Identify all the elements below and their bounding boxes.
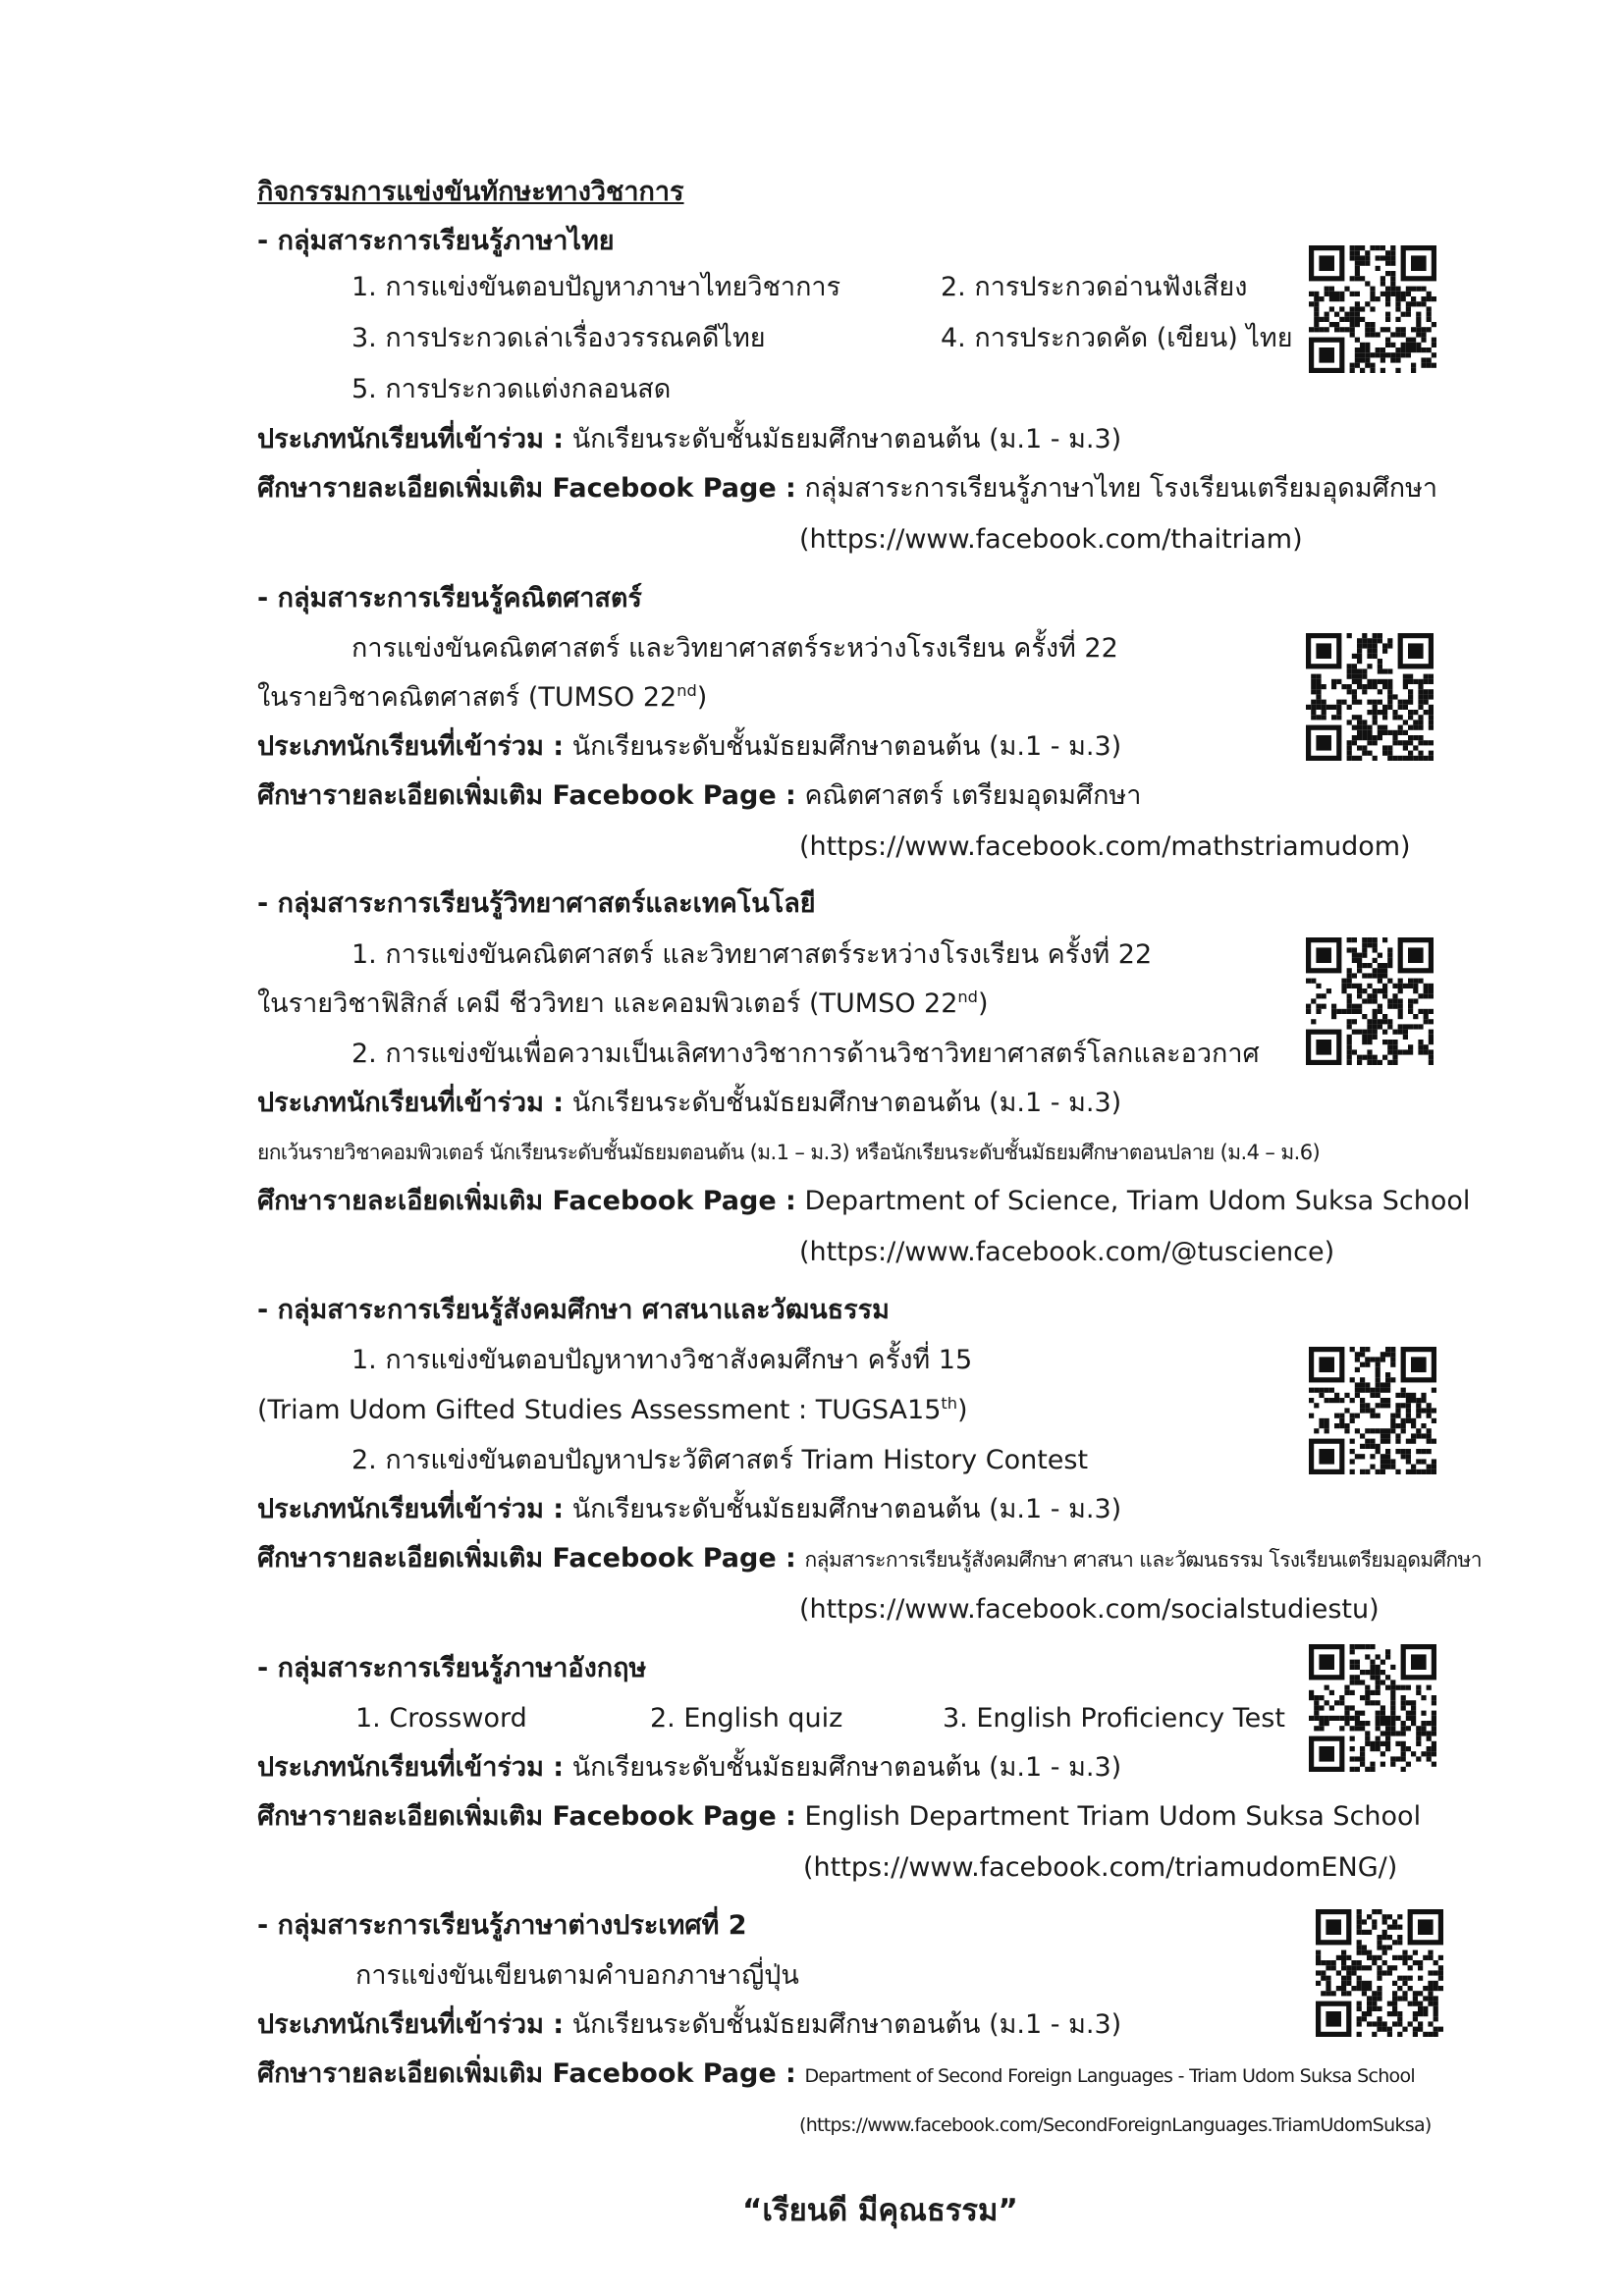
details-line (257, 1182, 1470, 1221)
details-label: ศึกษารายละเอียดเพิ่มเติม Facebook Page : (257, 1186, 796, 1216)
details-label: ศึกษารายละเอียดเพิ่มเติม Facebook Page : (257, 780, 796, 811)
list-item: 2. การประกวดอ่านฟังเสียง (941, 272, 1248, 302)
qr-code-icon[interactable] (1306, 633, 1434, 761)
list-item: 1. การแข่งขันตอบปัญหาภาษาไทยวิชาการ (352, 272, 841, 302)
participants-label: ประเภทนักเรียนที่เข้าร่วม : (257, 1494, 565, 1524)
details-label: ศึกษารายละเอียดเพิ่มเติม Facebook Page : (257, 473, 796, 504)
list-item: 3. English Proficiency Test (943, 1703, 1285, 1734)
exception-note: ยกเว้นรายวิชาคอมพิวเตอร์ นักเรียนระดับชั้นมัธยมตอนต้น (ม.1 – ม.3) หรือนักเรียนระดับชั้นมัธยมศึกษาตอนปลาย (ม.4 – ม.6) (257, 1141, 1321, 1164)
activity-line: การแข่งขันคณิตศาสตร์ และวิทยาศาสตร์ระหว่างโรงเรียน ครั้งที่ 22 (352, 633, 1118, 664)
details-label: ศึกษารายละเอียดเพิ่มเติม Facebook Page : (257, 2058, 796, 2089)
facebook-page-name: คณิตศาสตร์ เตรียมอุดมศึกษา (804, 780, 1142, 811)
list-item: 5. การประกวดแต่งกลอนสด (352, 374, 672, 404)
section-title-math: - กลุ่มสาระการเรียนรู้คณิตศาสตร์ (257, 583, 642, 614)
facebook-page-name: กลุ่มสาระการเรียนรู้ภาษาไทย โรงเรียนเตรียมอุดมศึกษา (804, 473, 1438, 504)
participants-label: ประเภทนักเรียนที่เข้าร่วม : (257, 1088, 565, 1118)
participants-value: นักเรียนระดับชั้นมัธยมศึกษาตอนต้น (ม.1 - ม.3) (571, 2009, 1122, 2040)
list-item: 2. English quiz (650, 1703, 843, 1734)
section-title-thai: - กลุ่มสาระการเรียนรู้ภาษาไทย (257, 226, 615, 256)
section-title-foreign: - กลุ่มสาระการเรียนรู้ภาษาต่างประเทศที่ 2 (257, 1910, 747, 1941)
activity-line: 2. การแข่งขันตอบปัญหาประวัติศาสตร์ Triam History Contest (352, 1445, 1089, 1475)
facebook-url[interactable]: (https://www.facebook.com/thaitriam) (799, 524, 1303, 555)
participants-value: นักเรียนระดับชั้นมัธยมศึกษาตอนต้น (ม.1 - ม.3) (571, 1088, 1122, 1118)
activity-line: 1. การแข่งขันตอบปัญหาทางวิชาสังคมศึกษา ครั้งที่ 15 (352, 1345, 973, 1375)
details-line (257, 1539, 1482, 1579)
details-label: ศึกษารายละเอียดเพิ่มเติม Facebook Page : (257, 1801, 796, 1832)
facebook-url[interactable]: (https://www.facebook.com/socialstudiestu) (799, 1594, 1380, 1625)
participants-line (257, 727, 1121, 767)
details-line (257, 776, 1141, 816)
facebook-url[interactable]: (https://www.facebook.com/SecondForeignLanguages.TriamUdomSuksa) (799, 2114, 1432, 2136)
participants-label: ประเภทนักเรียนที่เข้าร่วม : (257, 2009, 565, 2040)
school-motto: “เรียนดี มีคุณธรรม” (742, 2193, 1018, 2228)
participants-line (257, 1748, 1121, 1788)
section-title-social: - กลุ่มสาระการเรียนรู้สังคมศึกษา ศาสนาและวัฒนธรรม (257, 1295, 890, 1325)
participants-line (257, 420, 1121, 459)
activity-line: การแข่งขันเขียนตามคำบอกภาษาญี่ปุ่น (355, 1960, 799, 1991)
facebook-page-name: Department of Second Foreign Languages - Triam Udom Suksa School (804, 2065, 1415, 2087)
participants-line (257, 1490, 1121, 1529)
qr-code-icon[interactable] (1306, 937, 1434, 1065)
participants-line (257, 1084, 1121, 1123)
participants-value: นักเรียนระดับชั้นมัธยมศึกษาตอนต้น (ม.1 - ม.3) (571, 1752, 1122, 1783)
qr-code-icon[interactable] (1309, 1644, 1436, 1772)
participants-value: นักเรียนระดับชั้นมัธยมศึกษาตอนต้น (ม.1 - ม.3) (571, 731, 1122, 762)
activity-line: ในรายวิชาฟิสิกส์ เคมี ชีววิทยา และคอมพิวเตอร์ (TUMSO 22nd) (257, 988, 989, 1019)
list-item: 3. การประกวดเล่าเรื่องวรรณคดีไทย (352, 323, 766, 353)
facebook-page-name: Department of Science, Triam Udom Suksa School (804, 1186, 1471, 1216)
participants-label: ประเภทนักเรียนที่เข้าร่วม : (257, 424, 565, 454)
facebook-url[interactable]: (https://www.facebook.com/triamudomENG/) (803, 1852, 1398, 1883)
section-title-science: - กลุ่มสาระการเรียนรู้วิทยาศาสตร์และเทคโนโลยี (257, 888, 816, 919)
list-item: 4. การประกวดคัด (เขียน) ไทย (941, 323, 1293, 353)
section-title-english: - กลุ่มสาระการเรียนรู้ภาษาอังกฤษ (257, 1653, 647, 1683)
participants-value: นักเรียนระดับชั้นมัธยมศึกษาตอนต้น (ม.1 - ม.3) (571, 424, 1122, 454)
facebook-url[interactable]: (https://www.facebook.com/mathstriamudom) (799, 831, 1411, 862)
facebook-page-name: กลุ่มสาระการเรียนรู้สังคมศึกษา ศาสนา และวัฒนธรรม โรงเรียนเตรียมอุดมศึกษา (804, 1548, 1482, 1572)
details-line (257, 2055, 1415, 2096)
details-line (257, 469, 1437, 508)
qr-code-icon[interactable] (1309, 245, 1436, 373)
qr-code-icon[interactable] (1316, 1909, 1443, 2037)
participants-line (257, 2005, 1121, 2045)
participants-label: ประเภทนักเรียนที่เข้าร่วม : (257, 1752, 565, 1783)
list-item: 1. Crossword (355, 1703, 527, 1734)
facebook-url[interactable]: (https://www.facebook.com/@tuscience) (799, 1237, 1335, 1267)
qr-code-icon[interactable] (1309, 1347, 1436, 1474)
activity-line: 1. การแข่งขันคณิตศาสตร์ และวิทยาศาสตร์ระหว่างโรงเรียน ครั้งที่ 22 (352, 939, 1153, 970)
details-line (257, 1797, 1421, 1837)
participants-value: นักเรียนระดับชั้นมัธยมศึกษาตอนต้น (ม.1 - ม.3) (571, 1494, 1122, 1524)
activity-line: (Triam Udom Gifted Studies Assessment : TUGSA15th) (257, 1394, 968, 1425)
facebook-page-name: English Department Triam Udom Suksa School (804, 1801, 1422, 1832)
participants-label: ประเภทนักเรียนที่เข้าร่วม : (257, 731, 565, 762)
details-label: ศึกษารายละเอียดเพิ่มเติม Facebook Page : (257, 1543, 796, 1574)
activity-line: ในรายวิชาคณิตศาสตร์ (TUMSO 22nd) (257, 681, 708, 713)
page-heading: กิจกรรมการแข่งขันทักษะทางวิชาการ (257, 177, 684, 207)
activity-line: 2. การแข่งขันเพื่อความเป็นเลิศทางวิชาการด้านวิชาวิทยาศาสตร์โลกและอวกาศ (352, 1039, 1260, 1069)
